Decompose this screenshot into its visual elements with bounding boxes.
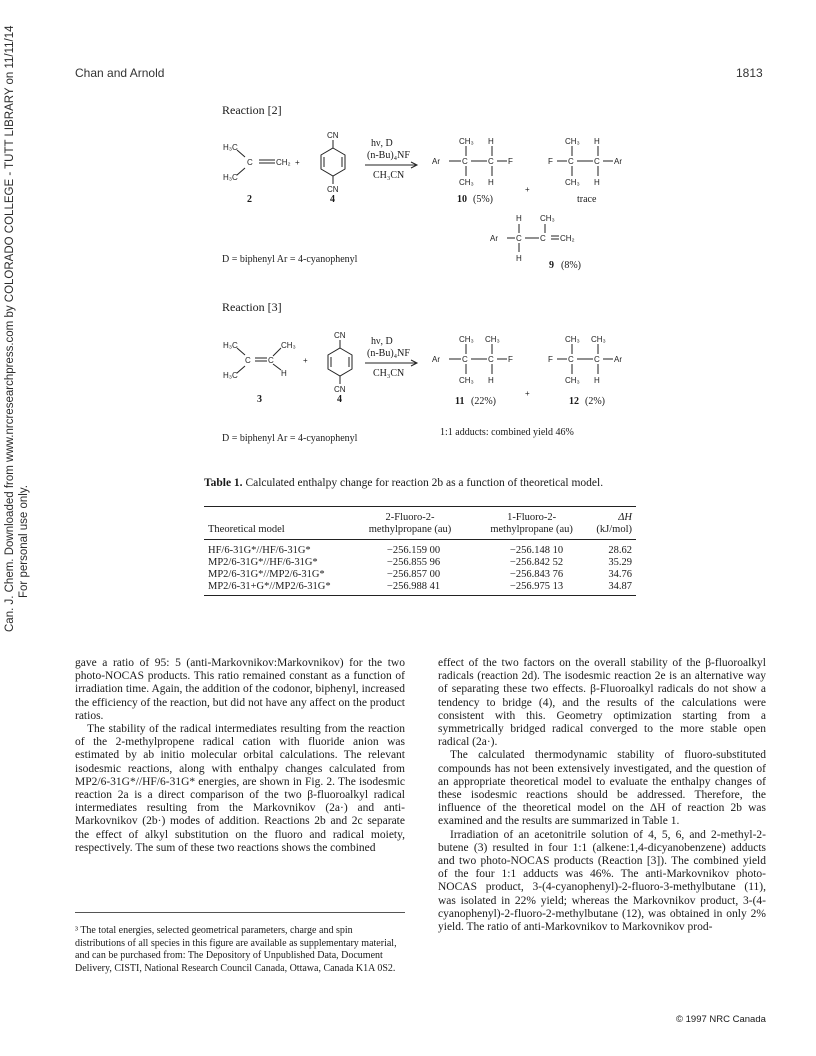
table-row <box>204 556 636 568</box>
svg-text:H: H <box>488 376 494 385</box>
table-header-cell: (kJ/mol) <box>596 523 632 535</box>
table-header-cell <box>204 511 349 523</box>
reaction-2-title: Reaction [2] <box>222 103 282 117</box>
table-1-label: Table 1. <box>204 477 243 489</box>
svg-text:CH₃: CH₃ <box>565 137 580 146</box>
table-header-row-2 <box>204 523 636 535</box>
svg-text:C: C <box>488 157 494 166</box>
svg-text:+: + <box>303 356 308 365</box>
table-cell: MP2/6-31+G*//MP2/6-31G* <box>208 580 331 592</box>
table-cell: −256.148 10 <box>509 544 564 556</box>
svg-text:+: + <box>295 158 300 167</box>
svg-text:H: H <box>488 178 494 187</box>
paragraph: The stability of the radical intermediates resulting from the reaction of the 2-methylpropene radical cation with fluoride anion was estimated by ab initio molecular orbital calculations. The relevant isodesmic reactions, along with enthalpy changes calculated from MP2/6-31G*//HF/6-31G* energies, are shown in Fig. 2. The isodesmic reaction 2a is a direct comparison of the two β-fluoroalkyl radical intermediates resulting from the Markovnikov (2a·) and anti-Markovnikov (2b·) modes of addition. Reactions 2b and 2c separate the effect of alkyl substitution on the fluoro and radical moiety, respectively. The sum of these two reactions shows the combined <box>75 723 405 854</box>
svg-text:CN: CN <box>334 385 346 394</box>
table-cell: −256.843 76 <box>509 568 564 580</box>
footnote-rule <box>75 912 405 913</box>
reaction-3-legend: D = biphenyl Ar = 4-cyanophenyl <box>222 433 358 444</box>
reaction-3-light: hν, D <box>371 336 393 347</box>
right-column <box>438 657 766 934</box>
table-row <box>204 544 636 556</box>
running-head-authors: Chan and Arnold <box>75 66 165 80</box>
table-header-cell: 1-Fluoro-2- <box>507 511 557 523</box>
svg-text:H₃C: H₃C <box>223 341 238 350</box>
reaction-3-reagent: (n-Bu)₄NF <box>367 348 410 359</box>
svg-text:H: H <box>594 376 600 385</box>
table-row <box>204 568 636 580</box>
svg-text:CN: CN <box>327 185 339 194</box>
svg-text:F: F <box>508 355 513 364</box>
table-cell: −256.988 41 <box>386 580 441 592</box>
svg-text:C: C <box>568 157 574 166</box>
svg-text:CH₃: CH₃ <box>459 178 474 187</box>
reaction-3-scheme <box>215 326 635 426</box>
svg-text:CH₃: CH₃ <box>485 335 500 344</box>
svg-text:CH₂: CH₂ <box>276 158 291 167</box>
svg-text:Ar: Ar <box>432 157 440 166</box>
svg-text:H: H <box>516 214 522 223</box>
svg-text:CH₃: CH₃ <box>565 335 580 344</box>
svg-text:H: H <box>488 137 494 146</box>
compound-9-yield: (8%) <box>561 260 581 271</box>
compound-9-label: 9 <box>549 260 554 271</box>
svg-text:H: H <box>594 137 600 146</box>
svg-text:C: C <box>594 157 600 166</box>
svg-text:C: C <box>268 356 274 365</box>
table-header-cell: 2-Fluoro-2- <box>385 511 435 523</box>
table-cell: −256.975 13 <box>509 580 564 592</box>
copyright: © 1997 NRC Canada <box>676 1014 766 1025</box>
adducts-yield-note: 1:1 adducts: combined yield 46% <box>440 427 574 438</box>
reaction-3-structures <box>215 326 635 426</box>
reaction-2-legend: D = biphenyl Ar = 4-cyanophenyl <box>222 254 358 265</box>
left-column <box>75 657 405 855</box>
table-cell: 34.87 <box>608 580 632 592</box>
table-header-row-1 <box>204 511 636 523</box>
svg-text:C: C <box>516 234 522 243</box>
svg-text:H₃C: H₃C <box>223 371 238 380</box>
page-number: 1813 <box>736 66 763 80</box>
table-cell: 35.29 <box>608 556 632 568</box>
svg-text:H₃C: H₃C <box>223 173 238 182</box>
compound-4-label: 4 <box>330 194 335 205</box>
compound-2-label: 2 <box>247 194 252 205</box>
svg-text:C: C <box>488 355 494 364</box>
compound-12-yield: (2%) <box>585 396 605 407</box>
table-row <box>204 580 636 592</box>
svg-text:CH₃: CH₃ <box>565 178 580 187</box>
table-header-cell: methylpropane (au) <box>368 523 452 535</box>
svg-text:C: C <box>594 355 600 364</box>
svg-text:CH₃: CH₃ <box>591 335 606 344</box>
personal-use-watermark: For personal use only. <box>18 485 30 598</box>
table-cell: −256.842 52 <box>509 556 564 568</box>
compound-10-yield: (5%) <box>473 194 493 205</box>
svg-text:C: C <box>462 355 468 364</box>
table-cell: MP2/6-31G*//MP2/6-31G* <box>208 568 325 580</box>
table-header-cell: ΔH <box>618 511 632 523</box>
svg-text:+: + <box>525 185 530 194</box>
paragraph: The calculated thermodynamic stability of fluoro-substituted compounds has not been extensively investigated, and the question of an appropriate theoretical model to evaluate the enthalpy changes of these isodesmic reactions should be addressed. Therefore, the influence of the theoretical model on the ΔH of reaction 2b was examined and the results are summarized in Table 1. <box>438 749 766 828</box>
compound-12-label: 12 <box>569 396 579 407</box>
svg-text:Ar: Ar <box>432 355 440 364</box>
compound-11-yield: (22%) <box>471 396 496 407</box>
svg-text:CH₃: CH₃ <box>459 335 474 344</box>
reaction-2-solvent: CH₃CN <box>373 170 405 181</box>
svg-text:CH₃: CH₃ <box>459 376 474 385</box>
svg-text:CH₃: CH₃ <box>459 137 474 146</box>
paragraph: gave a ratio of 95: 5 (anti-Markovnikov:Markovnikov) for the two photo-NOCAS products. This ratio remained constant as a function of irradiation time. Again, the addition of the codonor, biphenyl, increased the efficiency of the reaction, but did not have any affect on the product ratios. <box>75 657 405 722</box>
trace-label: trace <box>577 194 597 205</box>
svg-text:C: C <box>462 157 468 166</box>
svg-text:H: H <box>594 178 600 187</box>
table-cell: −256.159 00 <box>386 544 441 556</box>
table-header-cell: methylpropane (au) <box>490 523 573 535</box>
compound-3-label: 3 <box>257 394 262 405</box>
svg-text:C: C <box>540 234 546 243</box>
svg-text:Ar: Ar <box>490 234 498 243</box>
paragraph: Irradiation of an acetonitrile solution of 4, 5, 6, and 2-methyl-2-butene (3) resulted in four 1:1 (alkene:1,4-dicyanobenzene) adducts and two photo-NOCAS products (Reaction [3]). The combined yield of the four 1:1 adducts was 46%. The anti-Markovnikov photo-NOCAS product, 3-(4-cyanophenyl)-2-fluoro-3-methylbutane (11), was isolated in 22% yield; whereas the Markovnikov product, 3-(4-cyanophenyl)-2-fluoro-2-methylbutane (12), was obtained in only 2% yield. The ratio of anti-Markovnikov to Markovnikov prod- <box>438 828 766 934</box>
reaction-3-title: Reaction [3] <box>222 300 282 314</box>
paragraph: effect of the two factors on the overall stability of the β-fluoroalkyl radicals (reaction 2d). The isodesmic reaction 2e is an alternative way of separating these two effects. β-Fluoroalkyl radicals do not show a tendency to bridge (4), and the results of the calculations were consistent with this. Geometry optimization starting from a symmetrically bridged radical converged to the more stable open radical (2a·). <box>438 657 766 749</box>
svg-text:Ar: Ar <box>614 157 622 166</box>
svg-text:C: C <box>247 158 253 167</box>
svg-text:C: C <box>245 356 251 365</box>
table-cell: 28.62 <box>608 544 632 556</box>
compound-10-label: 10 <box>457 194 467 205</box>
compound-4-label-r3: 4 <box>337 394 342 405</box>
table-header-cell: Theoretical model <box>208 523 285 535</box>
table-1 <box>204 506 636 596</box>
svg-text:H: H <box>281 369 287 378</box>
svg-text:F: F <box>508 157 513 166</box>
svg-text:CH₂: CH₂ <box>560 234 575 243</box>
compound-11-label: 11 <box>455 396 465 407</box>
svg-text:H₃C: H₃C <box>223 143 238 152</box>
table-cell: −256.855 96 <box>386 556 441 568</box>
svg-text:+: + <box>525 389 530 398</box>
svg-text:CH₃: CH₃ <box>281 341 296 350</box>
table-cell: 34.76 <box>608 568 632 580</box>
reaction-3-solvent: CH₃CN <box>373 368 405 379</box>
reaction-2-light: hν, D <box>371 138 393 149</box>
reaction-2-reagent: (n-Bu)₄NF <box>367 150 410 161</box>
table-cell: HF/6-31G*//HF/6-31G* <box>208 544 311 556</box>
svg-text:Ar: Ar <box>614 355 622 364</box>
download-watermark: Can. J. Chem. Downloaded from www.nrcresearchpress.com by COLORADO COLLEGE - TUTT LIBRARY on 11/11/14 <box>4 25 16 632</box>
table-1-caption <box>204 476 636 490</box>
table-cell: MP2/6-31G*//HF/6-31G* <box>208 556 318 568</box>
svg-text:CH₃: CH₃ <box>565 376 580 385</box>
footnote: ³ The total energies, selected geometrical parameters, charge and spin distributions of all species in this figure are available as supplementary material, and can be purchased from: The Depository of Unpublished Data, Document Delivery, CISTI, National Research Council Canada, Ottawa, Canada K1A 0S2. <box>75 925 397 974</box>
svg-text:H: H <box>516 254 522 263</box>
svg-text:F: F <box>548 355 553 364</box>
svg-text:CN: CN <box>327 131 339 140</box>
svg-text:CN: CN <box>334 331 346 340</box>
svg-text:CH₃: CH₃ <box>540 214 555 223</box>
table-1-caption-text: Calculated enthalpy change for reaction 2b as a function of theoretical model. <box>245 477 604 489</box>
table-cell: −256.857 00 <box>386 568 441 580</box>
svg-text:F: F <box>548 157 553 166</box>
svg-text:C: C <box>568 355 574 364</box>
